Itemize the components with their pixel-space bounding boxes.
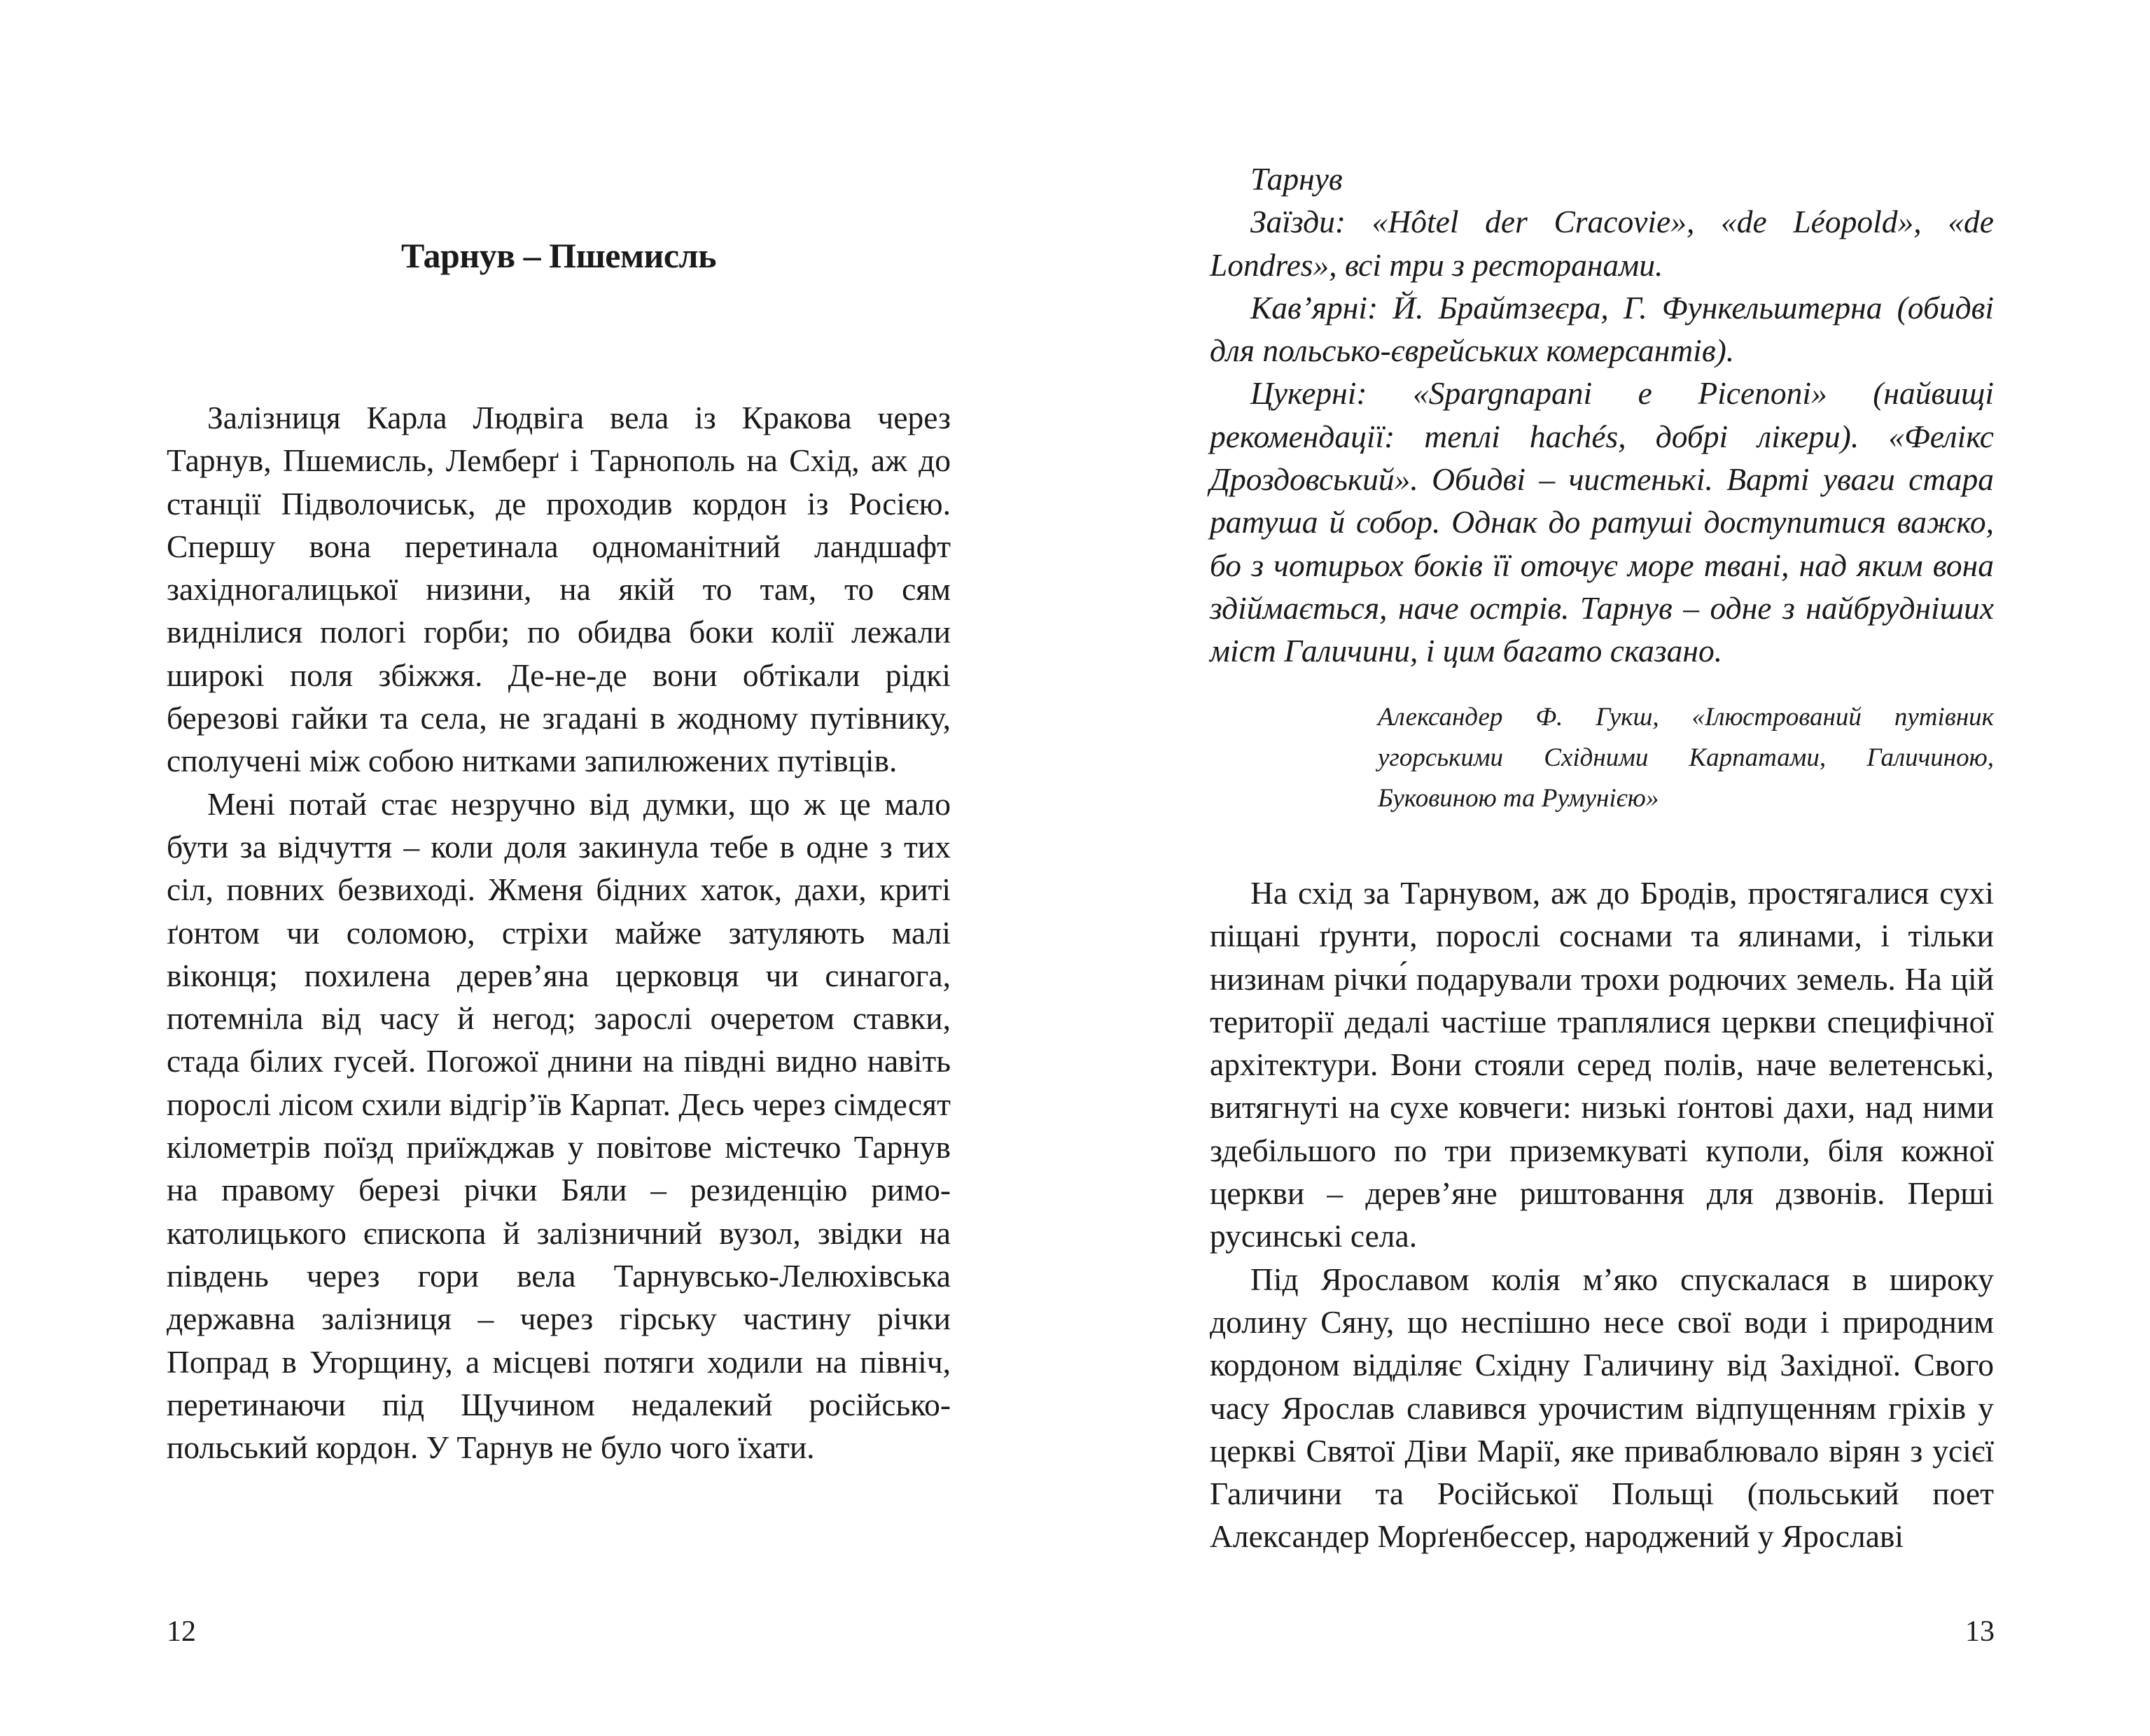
- epigraph-line: Заїзди: «Hôtel der Cracovie», «de Léopold», «de Londres», всі три з ресторанами.: [1210, 204, 1994, 283]
- epigraph-line: Кав’ярні: Й. Брайтзеєра, Г. Функельштерна (обидві для польсько-єврейських комерсантів).: [1210, 289, 1994, 369]
- paragraph: Мені потай стає незручно від думки, що ж це мало бути за відчуття – коли доля закинула тебе в одне з тих сіл, повних безвиході. Жменя бідних хаток, дахи, криті ґонтом чи соломою, стріхи майже затуляють малі віконця; похилена дерев’яна церковця чи синагога, потемніла від часу й негод; зарослі очеретом ставки, стада білих гусей. Погожої днини на півдні видно навіть порослі лісом схили відгір’їв Карпат. Десь через сімдесят кілометрів поїзд приїжджав у повітове містечко Тарнув на правому березі річки Бяли – резиденцію римо-католицького єпископа й залізничний вузол, звідки на південь через гори вела Тарнувсько-Лелюхівська державна залізниця – через гірську частину річки Попрад в Угорщину, а місцеві потяги ходили на північ, перетинаючи під Щучином недалекий російсько-польський кордон. У Тарнув не було чого їхати.: [167, 785, 951, 1466]
- epigraph-guide-excerpt: [1210, 158, 1994, 673]
- right-body-text: [1210, 872, 1994, 1558]
- page-number-right: 13: [1965, 1616, 1995, 1648]
- epigraph-attribution: [1210, 697, 1994, 819]
- paragraph: Під Ярославом колія м’яко спускалася в широку долину Сяну, що неспішно несе свої води і природним кордоном відділяє Східну Галичину від Західної. Свого часу Ярослав славився урочистим відпущенням гріхів у церкві Святої Діви Марії, яке приваблювало вірян з усієї Галичини та Російської Польщі (польський поет Александер Морґенбессер, народжений у Ярославі: [1210, 1261, 1994, 1555]
- page-number-left: 12: [167, 1616, 196, 1648]
- right-page: [1075, 0, 2150, 1736]
- paragraph: Залізниця Карла Людвіга вела із Кракова через Тарнув, Пшемисль, Лемберґ і Тарнополь на Схід, аж до станції Підволочиськ, де проходив кордон із Росією. Спершу вона перетинала одноманітний ландшафт західногалицької низини, на якій то там, то сям виднілися пологі горби; по обидва боки колії лежали широкі поля збіжжя. Де-не-де вони обтікали рідкі березові гайки та села, не згадані в жодному путівнику, сполучені між собою нитками запилюжених путівців.: [167, 400, 951, 779]
- paragraph: На схід за Тарнувом, аж до Бродів, простягалися сухі піщані ґрунти, порослі соснами та ялинами, і тільки низинам річки́ подарували трохи родючих земель. На цій території дедалі частіше траплялися церкви специфічної архітектури. Вони стояли серед полів, наче велетенські, витягнуті на сухе ковчеги: низькі ґонтові дахи, над ними здебільшого по три приземкуваті куполи, біля кожної церкви – дерев’яне риштовання для дзвонів. Перші русинські села.: [1210, 875, 1994, 1254]
- epigraph-line: Тарнув: [1250, 161, 1343, 197]
- chapter-title: Тарнув – Пшемисль: [400, 236, 717, 275]
- left-body-text: [167, 396, 951, 1469]
- epigraph-line: Цукерні: «Spargnapani e Picenoni» (найвищі рекомендації: теплі hachés, добрі лікери). «Фелікс Дроздовський». Обидві – чистенькі. Варті уваги стара ратуша й собор. Однак до ратуші доступитися важко, бо з чотирьох боків її оточує море твані, над яким вона здіймається, наче острів. Тарнув – одне з найбрудніших міст Галичини, і цим багато сказано.: [1210, 375, 1994, 669]
- attribution-text: Александер Ф. Гукш, «Ілюстрований путівник угорськими Східними Карпатами, Галичиною, Буковиною та Румунією»: [1378, 703, 1994, 813]
